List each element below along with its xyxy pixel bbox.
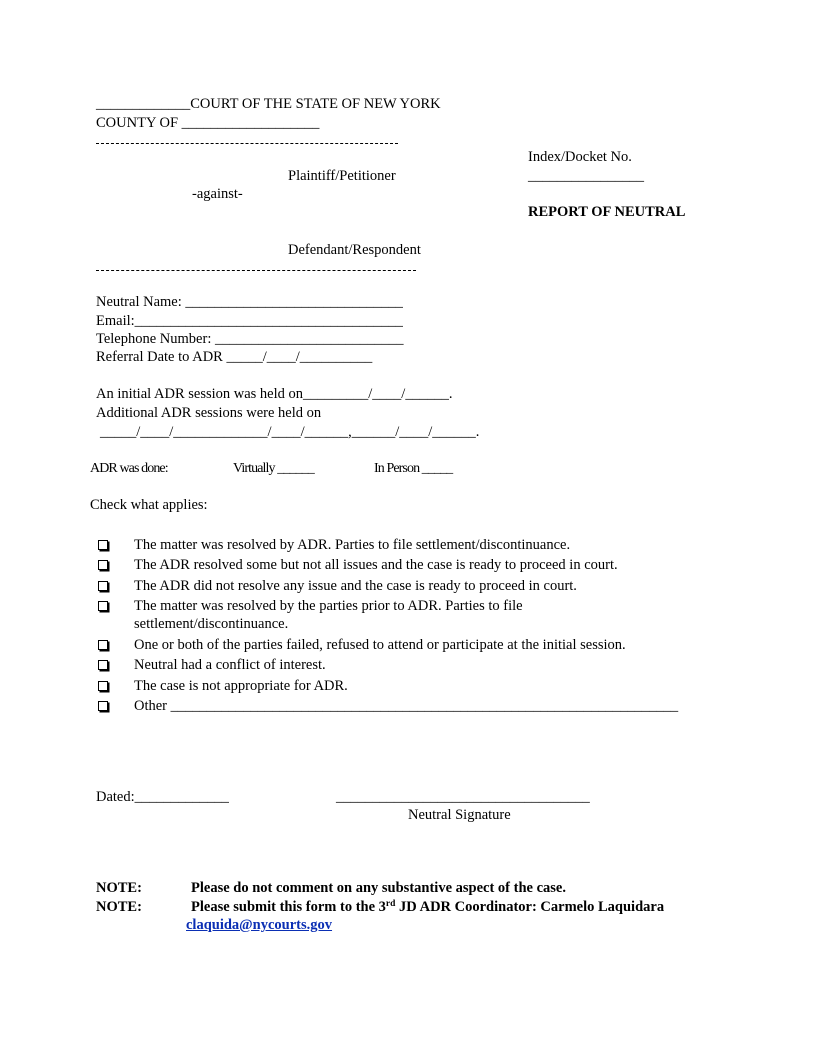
option-conflict-of-interest: Neutral had a conflict of interest. xyxy=(134,657,326,673)
check-applies-label: Check what applies: xyxy=(90,497,208,513)
court-title-line xyxy=(96,96,441,113)
note-label-2: NOTE: xyxy=(96,899,142,915)
county-line xyxy=(96,115,319,132)
caption-divider-bottom xyxy=(96,270,416,271)
option-resolved-prior-cont: settlement/discontinuance. xyxy=(134,616,289,632)
virtually-field[interactable]: Virtually ______ xyxy=(233,461,314,476)
ordinal-superscript: rd xyxy=(385,899,396,909)
option-resolved-prior: The matter was resolved by the parties prior to ADR. Parties to file xyxy=(134,598,523,614)
checkbox-not-resolved[interactable] xyxy=(98,581,108,591)
note-label-1: NOTE: xyxy=(96,880,142,896)
option-not-resolved: The ADR did not resolve any issue and the case is ready to proceed in court. xyxy=(134,578,577,594)
option-not-appropriate: The case is not appropriate for ADR. xyxy=(134,678,348,694)
dated-field[interactable]: Dated:_____________ xyxy=(96,789,229,805)
additional-sessions-blanks[interactable]: _____/____/_____________/____/______,______/____/______. xyxy=(100,424,480,440)
option-other-label: Other xyxy=(134,698,168,714)
signature-blank[interactable]: ___________________________________ xyxy=(336,789,590,805)
county-blank[interactable]: ___________________ xyxy=(181,115,320,131)
index-docket-label: Index/Docket No. xyxy=(528,149,632,165)
court-name-blank[interactable]: _____________ xyxy=(96,96,191,112)
court-title: COURT OF THE STATE OF NEW YORK xyxy=(190,96,441,112)
option-partially-resolved: The ADR resolved some but not all issues and the case is ready to proceed in court. xyxy=(134,557,618,573)
option-failed-to-attend: One or both of the parties failed, refused to attend or participate at the initial session. xyxy=(134,637,626,653)
additional-sessions-label: Additional ADR sessions were held on xyxy=(96,405,322,421)
initial-session-field[interactable]: An initial ADR session was held on_________/____/______. xyxy=(96,386,453,402)
index-docket-blank[interactable]: ________________ xyxy=(528,168,644,184)
against-label: -against- xyxy=(192,186,243,202)
checkbox-conflict-of-interest[interactable] xyxy=(98,660,108,670)
checkbox-not-appropriate[interactable] xyxy=(98,681,108,691)
caption-divider-top xyxy=(96,143,398,144)
checkbox-other[interactable] xyxy=(98,701,108,711)
signature-label: Neutral Signature xyxy=(408,807,511,823)
in-person-field[interactable]: In Person _____ xyxy=(374,461,453,476)
email-field[interactable]: Email:_____________________________________ xyxy=(96,313,403,329)
option-other xyxy=(134,698,678,715)
option-resolved-by-adr: The matter was resolved by ADR. Parties to file settlement/discontinuance. xyxy=(134,537,571,553)
note-text-1: Please do not comment on any substantive aspect of the case. xyxy=(191,880,566,896)
defendant-label: Defendant/Respondent xyxy=(288,242,421,258)
telephone-field[interactable]: Telephone Number: __________________________ xyxy=(96,331,404,347)
checkbox-resolved-prior[interactable] xyxy=(98,601,108,611)
option-other-blank[interactable]: ______________________________________________________________________ xyxy=(170,698,679,714)
neutral-name-field[interactable]: Neutral Name: ______________________________ xyxy=(96,294,403,310)
note-text-2: Please submit this form to the 3rd JD ADR Coordinator: Carmelo Laquidara xyxy=(191,899,665,915)
adr-done-label: ADR was done: xyxy=(90,461,168,476)
coordinator-email-link[interactable]: claquida@nycourts.gov xyxy=(186,917,333,933)
checkbox-partially-resolved[interactable] xyxy=(98,560,108,570)
report-title: REPORT OF NEUTRAL xyxy=(528,204,686,220)
coordinator-email-line xyxy=(186,917,332,934)
plaintiff-label: Plaintiff/Petitioner xyxy=(288,168,396,184)
checkbox-resolved-by-adr[interactable] xyxy=(98,540,108,550)
county-label: COUNTY OF xyxy=(96,115,179,131)
referral-date-field[interactable]: Referral Date to ADR _____/____/__________ xyxy=(96,349,373,365)
checkbox-failed-to-attend[interactable] xyxy=(98,640,108,650)
